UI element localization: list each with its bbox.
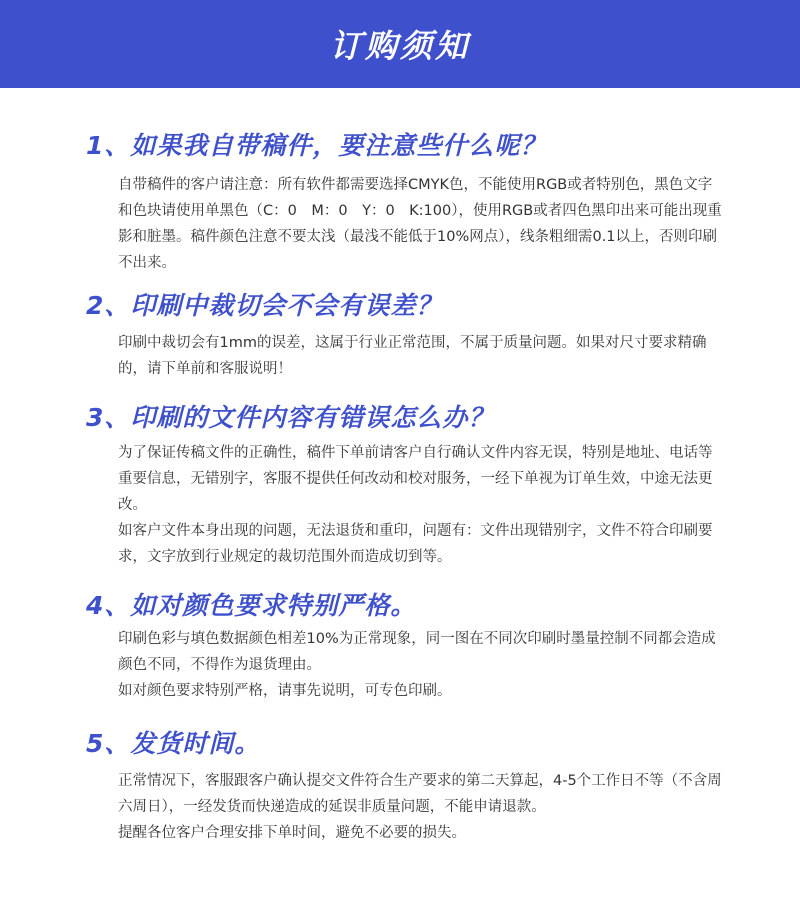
section-5-paragraph-2: 提醒各位客户合理安排下单时间，避免不必要的损失。: [118, 825, 466, 841]
section-4-body: [118, 626, 724, 704]
section-5-body: [118, 768, 724, 846]
section-4-paragraph-2: 如对颜色要求特别严格，请事先说明，可专色印刷。: [118, 683, 452, 699]
section-1-paragraph-1: 自带稿件的客户请注意：所有软件都需要选择CMYK色，不能使用RGB或者特别色，黑色文字和色块请使用单黑色（C：0 M：0 Y：0 K:100），使用RGB或者四色黑印出来可能出现重影和脏墨。稿件颜色注意不要太浅（最浅不能低于10%网点），线条粗细需0.1以上，否则印刷不出来。: [118, 177, 722, 271]
section-1-body: [118, 172, 724, 276]
section-3-paragraph-1: 为了保证传稿文件的正确性，稿件下单前请客户自行确认文件内容无误，特别是地址、电话等重要信息，无错别字，客服不提供任何改动和校对服务，一经下单视为订单生效，中途无法更改。: [118, 445, 713, 513]
section-1-heading: 1、如果我自带稿件，要注意些什么呢？: [86, 131, 547, 160]
section-3-paragraph-2: 如客户文件本身出现的问题，无法退货和重印，问题有：文件出现错别字，文件不符合印刷要求，文字放到行业规定的裁切范围外而造成切到等。: [118, 523, 713, 565]
section-2-heading: 2、印刷中裁切会不会有误差？: [86, 291, 443, 320]
section-4-heading: 4、如对颜色要求特别严格。: [86, 591, 417, 620]
page-title: 订购须知: [329, 27, 470, 65]
section-2-body: [118, 330, 724, 382]
section-2-paragraph-1: 印刷中裁切会有1mm的误差，这属于行业正常范围，不属于质量问题。如果对尺寸要求精确的，请下单前和客服说明！: [118, 335, 707, 377]
section-3-heading: 3、印刷的文件内容有错误怎么办？: [86, 403, 495, 432]
section-4-paragraph-1: 印刷色彩与填色数据颜色相差10%为正常现象，同一图在不同次印刷时墨量控制不同都会造成颜色不同，不得作为退货理由。: [118, 631, 716, 673]
header-banner: [0, 0, 800, 88]
section-3-body: [118, 440, 724, 570]
section-5-heading: 5、发货时间。: [86, 729, 261, 758]
section-5-paragraph-1: 正常情况下，客服跟客户确认提交文件符合生产要求的第二天算起，4-5个工作日不等（不含周六周日），一经发货而快递造成的延误非质量问题，不能申请退款。: [118, 773, 722, 815]
